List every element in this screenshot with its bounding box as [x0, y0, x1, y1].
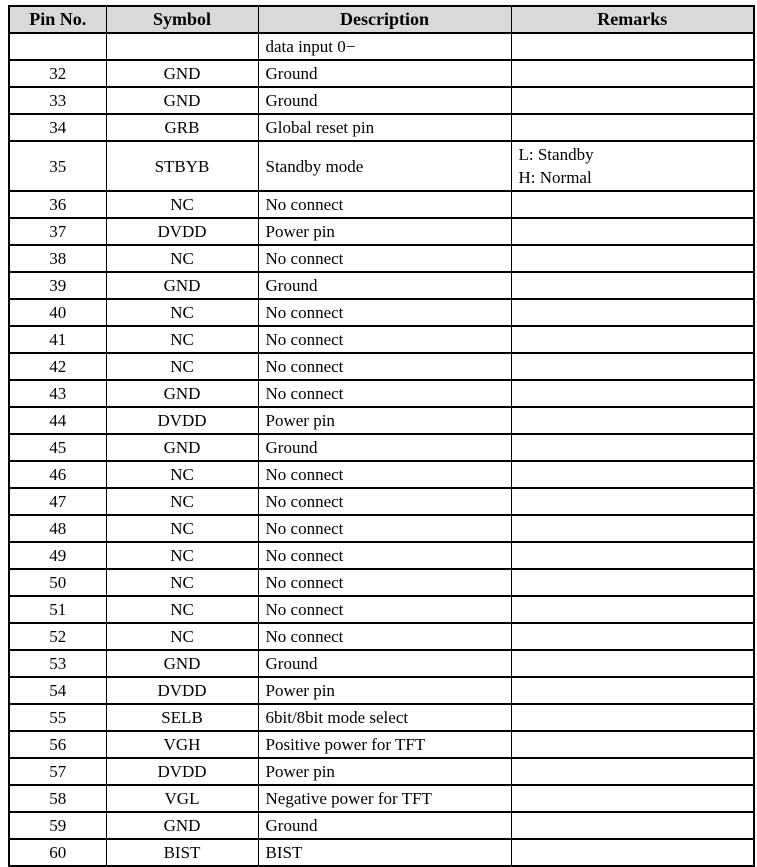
- symbol-cell: VGH: [106, 731, 258, 758]
- pin-cell: 56: [9, 731, 106, 758]
- description-cell: 6bit/8bit mode select: [258, 704, 511, 731]
- pin-cell: 54: [9, 677, 106, 704]
- pin-cell: 57: [9, 758, 106, 785]
- table-row: [9, 407, 754, 434]
- remarks-cell: [511, 114, 754, 141]
- remarks-cell: [511, 785, 754, 812]
- symbol-cell: GRB: [106, 114, 258, 141]
- symbol-cell: NC: [106, 191, 258, 218]
- remarks-cell: [511, 596, 754, 623]
- column-header-pin-no: Pin No.: [9, 6, 106, 33]
- description-cell: No connect: [258, 569, 511, 596]
- symbol-cell: NC: [106, 245, 258, 272]
- description-cell: Power pin: [258, 677, 511, 704]
- pin-cell: 42: [9, 353, 106, 380]
- description-cell: data input 0−: [258, 33, 511, 60]
- remarks-cell: [511, 812, 754, 839]
- table-row: [9, 569, 754, 596]
- description-cell: Power pin: [258, 407, 511, 434]
- pin-cell: 55: [9, 704, 106, 731]
- table-row: [9, 353, 754, 380]
- symbol-cell: NC: [106, 515, 258, 542]
- description-cell: Ground: [258, 812, 511, 839]
- remarks-cell: [511, 650, 754, 677]
- pin-cell: 37: [9, 218, 106, 245]
- description-cell: No connect: [258, 542, 511, 569]
- symbol-cell: SELB: [106, 704, 258, 731]
- table-row: [9, 461, 754, 488]
- symbol-cell: GND: [106, 434, 258, 461]
- remarks-cell: [511, 623, 754, 650]
- description-cell: No connect: [258, 380, 511, 407]
- symbol-cell: NC: [106, 623, 258, 650]
- pin-cell: 48: [9, 515, 106, 542]
- symbol-cell: DVDD: [106, 758, 258, 785]
- remarks-cell: [511, 299, 754, 326]
- description-cell: Ground: [258, 650, 511, 677]
- pin-cell: 59: [9, 812, 106, 839]
- remarks-cell: [511, 569, 754, 596]
- pin-cell: 41: [9, 326, 106, 353]
- description-cell: Ground: [258, 60, 511, 87]
- description-cell: No connect: [258, 488, 511, 515]
- remarks-cell: [511, 87, 754, 114]
- table-row: [9, 141, 754, 191]
- table-row: [9, 299, 754, 326]
- remarks-cell: [511, 758, 754, 785]
- symbol-cell: [106, 33, 258, 60]
- table-row: [9, 114, 754, 141]
- table-row: [9, 839, 754, 866]
- symbol-cell: NC: [106, 569, 258, 596]
- table-row: [9, 731, 754, 758]
- pin-cell: 60: [9, 839, 106, 866]
- description-cell: Ground: [258, 87, 511, 114]
- pin-cell: 40: [9, 299, 106, 326]
- remarks-cell: [511, 326, 754, 353]
- remarks-line: H: Normal: [518, 168, 592, 187]
- remarks-cell: [511, 434, 754, 461]
- remarks-cell: [511, 191, 754, 218]
- table-row: [9, 380, 754, 407]
- description-cell: No connect: [258, 326, 511, 353]
- description-cell: Global reset pin: [258, 114, 511, 141]
- symbol-cell: DVDD: [106, 677, 258, 704]
- symbol-cell: GND: [106, 380, 258, 407]
- pin-cell: 34: [9, 114, 106, 141]
- remarks-cell: [511, 731, 754, 758]
- pin-cell: 43: [9, 380, 106, 407]
- table-row: [9, 758, 754, 785]
- remarks-cell: [511, 407, 754, 434]
- symbol-cell: BIST: [106, 839, 258, 866]
- description-cell: No connect: [258, 461, 511, 488]
- pin-cell: 44: [9, 407, 106, 434]
- pin-cell: 33: [9, 87, 106, 114]
- description-cell: BIST: [258, 839, 511, 866]
- column-header-remarks: Remarks: [511, 6, 754, 33]
- remarks-cell: [511, 141, 754, 191]
- table-row: [9, 785, 754, 812]
- remarks-cell: [511, 488, 754, 515]
- description-cell: No connect: [258, 596, 511, 623]
- table-row: [9, 272, 754, 299]
- remarks-cell: [511, 461, 754, 488]
- pin-cell: 51: [9, 596, 106, 623]
- description-cell: Ground: [258, 434, 511, 461]
- table-row: [9, 218, 754, 245]
- symbol-cell: VGL: [106, 785, 258, 812]
- pin-description-table: [8, 5, 755, 867]
- table-row: [9, 326, 754, 353]
- table-row: [9, 515, 754, 542]
- symbol-cell: NC: [106, 596, 258, 623]
- symbol-cell: GND: [106, 272, 258, 299]
- symbol-cell: GND: [106, 812, 258, 839]
- table-row: [9, 245, 754, 272]
- pin-cell: 35: [9, 141, 106, 191]
- pin-cell: 39: [9, 272, 106, 299]
- table-row: [9, 650, 754, 677]
- symbol-cell: NC: [106, 353, 258, 380]
- pin-cell: 52: [9, 623, 106, 650]
- pin-cell: 36: [9, 191, 106, 218]
- remarks-cell: [511, 353, 754, 380]
- pin-cell: 50: [9, 569, 106, 596]
- pin-cell: 58: [9, 785, 106, 812]
- description-cell: Ground: [258, 272, 511, 299]
- remarks-cell: [511, 542, 754, 569]
- description-cell: Negative power for TFT: [258, 785, 511, 812]
- description-cell: No connect: [258, 623, 511, 650]
- pin-cell: 38: [9, 245, 106, 272]
- description-cell: Power pin: [258, 218, 511, 245]
- symbol-cell: NC: [106, 299, 258, 326]
- column-header-description: Description: [258, 6, 511, 33]
- symbol-cell: GND: [106, 60, 258, 87]
- table-row: [9, 434, 754, 461]
- remarks-cell: [511, 218, 754, 245]
- table-row: [9, 596, 754, 623]
- remarks-cell: [511, 380, 754, 407]
- table-header-row: [9, 6, 754, 33]
- pin-cell: 32: [9, 60, 106, 87]
- remarks-line: L: Standby: [518, 145, 594, 164]
- symbol-cell: DVDD: [106, 218, 258, 245]
- symbol-cell: NC: [106, 461, 258, 488]
- remarks-cell: [511, 33, 754, 60]
- table-row: [9, 704, 754, 731]
- pin-cell: 53: [9, 650, 106, 677]
- description-cell: No connect: [258, 515, 511, 542]
- pin-cell: 49: [9, 542, 106, 569]
- remarks-cell: [511, 677, 754, 704]
- column-header-symbol: Symbol: [106, 6, 258, 33]
- remarks-cell: [511, 839, 754, 866]
- pin-cell: [9, 33, 106, 60]
- table-row: [9, 87, 754, 114]
- description-cell: No connect: [258, 245, 511, 272]
- remarks-cell: [511, 704, 754, 731]
- table-row: [9, 623, 754, 650]
- symbol-cell: DVDD: [106, 407, 258, 434]
- pin-cell: 47: [9, 488, 106, 515]
- description-cell: Standby mode: [258, 141, 511, 191]
- table-row: [9, 812, 754, 839]
- symbol-cell: NC: [106, 488, 258, 515]
- symbol-cell: NC: [106, 542, 258, 569]
- remarks-cell: [511, 245, 754, 272]
- remarks-cell: [511, 60, 754, 87]
- description-cell: No connect: [258, 299, 511, 326]
- remarks-cell: [511, 515, 754, 542]
- description-cell: No connect: [258, 191, 511, 218]
- symbol-cell: STBYB: [106, 141, 258, 191]
- table-row: [9, 542, 754, 569]
- symbol-cell: GND: [106, 650, 258, 677]
- pin-cell: 45: [9, 434, 106, 461]
- table-row: [9, 191, 754, 218]
- description-cell: No connect: [258, 353, 511, 380]
- symbol-cell: NC: [106, 326, 258, 353]
- table-row: [9, 488, 754, 515]
- description-cell: Positive power for TFT: [258, 731, 511, 758]
- symbol-cell: GND: [106, 87, 258, 114]
- table-row: [9, 33, 754, 60]
- pin-cell: 46: [9, 461, 106, 488]
- table-row: [9, 60, 754, 87]
- description-cell: Power pin: [258, 758, 511, 785]
- table-row: [9, 677, 754, 704]
- remarks-cell: [511, 272, 754, 299]
